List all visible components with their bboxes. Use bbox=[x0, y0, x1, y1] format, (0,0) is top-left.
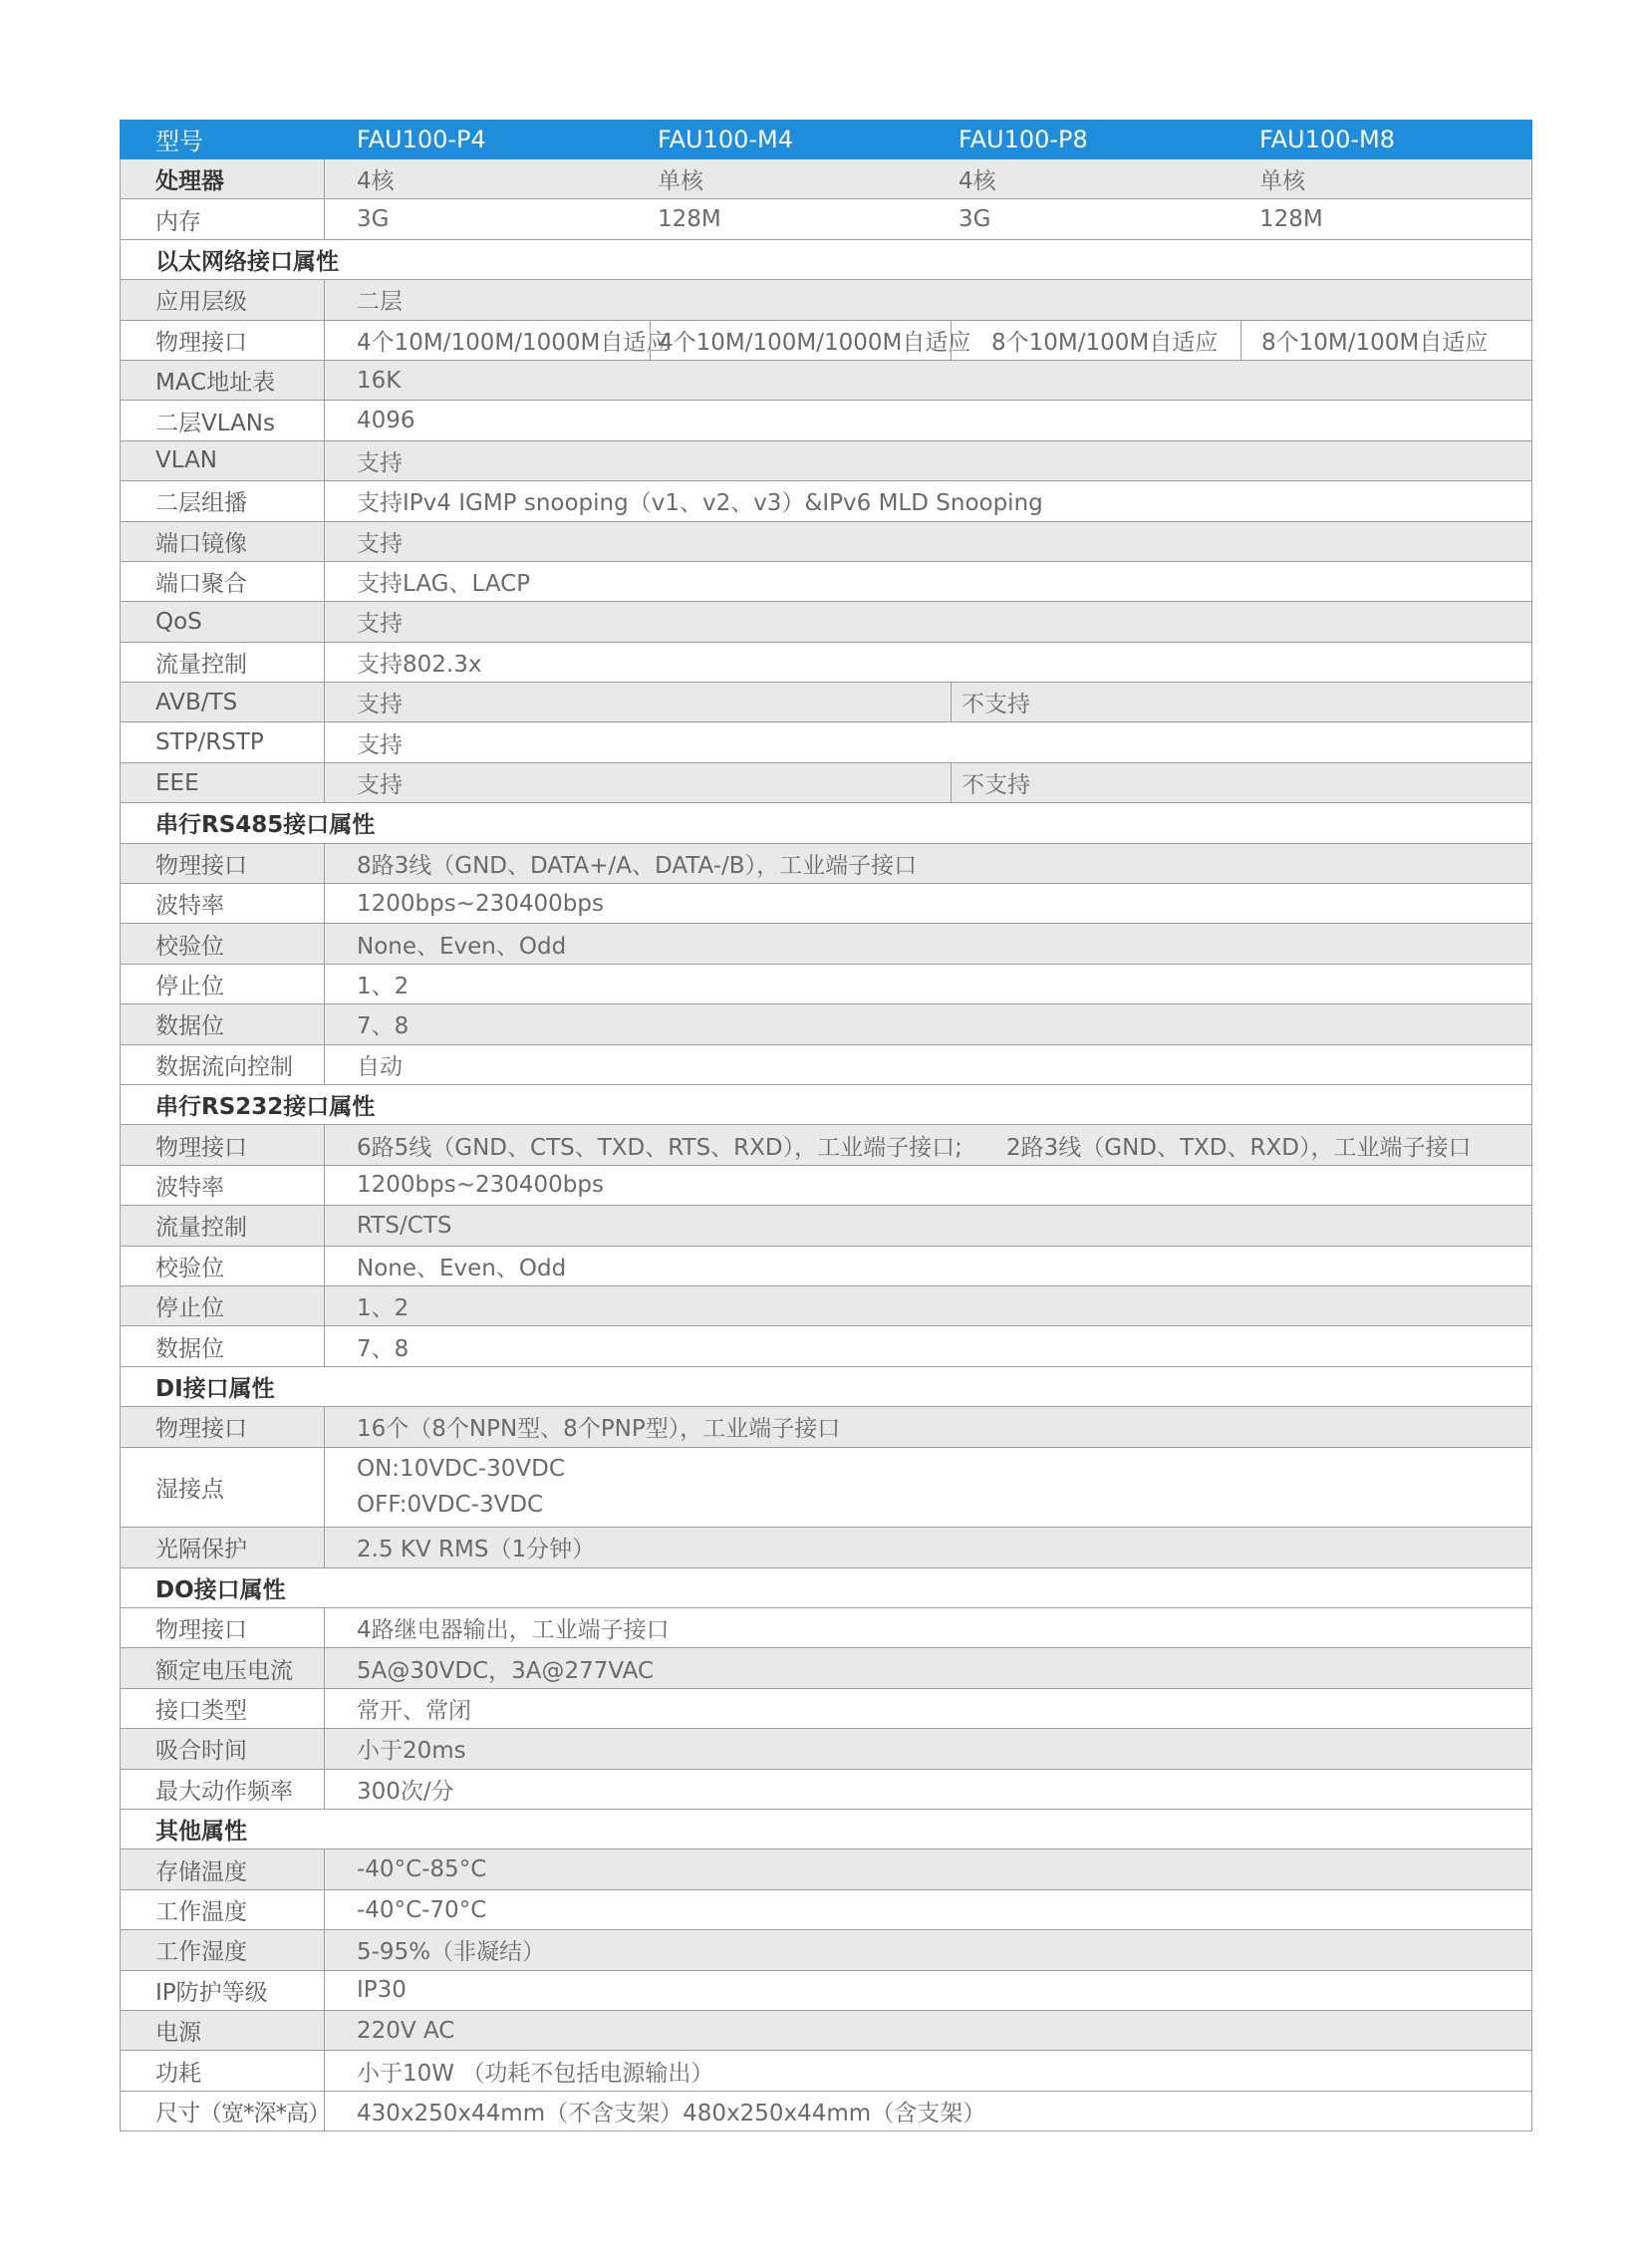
section-heading bbox=[120, 1367, 1532, 1407]
row-value: 7、8 bbox=[357, 1335, 410, 1362]
row-value: 支持 bbox=[357, 692, 403, 718]
row-value: 4096 bbox=[357, 408, 415, 434]
table-row bbox=[120, 2051, 1532, 2091]
row-value: None、Even、Odd bbox=[357, 1255, 567, 1281]
table-row bbox=[120, 884, 1532, 924]
header-model-m8: FAU100-M8 bbox=[1259, 125, 1396, 153]
header-model-m4: FAU100-M4 bbox=[658, 125, 794, 153]
row-value: 16个（8个NPN型、8个PNP型），工业端子接口 bbox=[357, 1416, 841, 1443]
row-label: AVB/TS bbox=[121, 683, 325, 721]
row-value: 8个10M/100M自适应 bbox=[1240, 321, 1488, 360]
header-model-p4: FAU100-P4 bbox=[357, 125, 486, 153]
row-value: 16K bbox=[357, 367, 402, 394]
table-row bbox=[120, 602, 1532, 642]
row-value: 支持 bbox=[357, 772, 403, 799]
table-row bbox=[120, 1045, 1532, 1085]
row-value: 支持 bbox=[357, 611, 403, 638]
row-label: 物理接口 bbox=[121, 1608, 325, 1647]
row-label: 二层组播 bbox=[121, 481, 325, 520]
row-label: 数据流向控制 bbox=[121, 1045, 325, 1084]
table-row bbox=[120, 1528, 1532, 1567]
row-label: 处理器 bbox=[121, 159, 325, 198]
row-label: 额定电压电流 bbox=[121, 1648, 325, 1687]
table-row bbox=[120, 1849, 1532, 1889]
row-label: 流量控制 bbox=[121, 1206, 325, 1245]
row-value: 不支持 bbox=[951, 683, 1030, 721]
row-value: 4个10M/100M/1000M自适应 bbox=[357, 329, 670, 356]
row-value-stack bbox=[325, 1448, 565, 1528]
table-header bbox=[120, 120, 1532, 159]
row-label: 物理接口 bbox=[121, 844, 325, 883]
table-row bbox=[120, 159, 1532, 199]
table-row bbox=[120, 1166, 1532, 1206]
row-label: EEE bbox=[121, 763, 325, 802]
row-value: 支持LAG、LACP bbox=[357, 571, 531, 598]
section-title: 其他属性 bbox=[155, 1819, 247, 1845]
row-value: OFF:0VDC-3VDC bbox=[357, 1492, 544, 1519]
table-row bbox=[120, 2011, 1532, 2051]
row-value: 3G bbox=[357, 206, 390, 233]
row-value: 4个10M/100M/1000M自适应 bbox=[650, 321, 970, 360]
row-value: 4路继电器输出，工业端子接口 bbox=[357, 1617, 670, 1644]
row-value: 128M bbox=[658, 206, 721, 233]
row-value: 自动 bbox=[357, 1053, 403, 1080]
row-value: 1200bps~230400bps bbox=[357, 890, 604, 917]
table-row bbox=[120, 844, 1532, 884]
row-label: 存储温度 bbox=[121, 1849, 325, 1888]
section-title: DI接口属性 bbox=[155, 1375, 275, 1402]
row-label: VLAN bbox=[121, 441, 325, 480]
spec-table bbox=[120, 120, 1532, 2131]
row-label: 数据位 bbox=[121, 1326, 325, 1365]
row-value: 3G bbox=[959, 206, 991, 233]
row-label: 内存 bbox=[121, 199, 325, 238]
row-value: 不支持 bbox=[951, 763, 1030, 802]
row-label: IP防护等级 bbox=[121, 1971, 325, 2010]
section-heading bbox=[120, 1568, 1532, 1608]
row-value: 4核 bbox=[357, 168, 395, 195]
row-value: 2.5 KV RMS（1分钟） bbox=[357, 1537, 596, 1563]
table-row bbox=[120, 1770, 1532, 1810]
row-value: 1、2 bbox=[357, 1295, 410, 1322]
row-value: 支持 bbox=[357, 530, 403, 557]
row-label: STP/RSTP bbox=[121, 722, 325, 761]
row-value: 小于10W （功耗不包括电源输出） bbox=[357, 2060, 714, 2087]
row-value: 6路5线（GND、CTS、TXD、RTS、RXD），工业端子接口; bbox=[357, 1134, 962, 1161]
row-value: 1200bps~230400bps bbox=[357, 1172, 604, 1199]
table-row bbox=[120, 1930, 1532, 1970]
table-row bbox=[120, 562, 1532, 602]
table-row bbox=[120, 441, 1532, 481]
table-row bbox=[120, 481, 1532, 521]
row-label: 二层VLANs bbox=[121, 401, 325, 439]
table-row bbox=[120, 321, 1532, 361]
table-row bbox=[120, 683, 1532, 722]
row-value: 单核 bbox=[1259, 168, 1305, 195]
row-label: 功耗 bbox=[121, 2051, 325, 2090]
table-row bbox=[120, 763, 1532, 803]
row-value: 5A@30VDC，3A@277VAC bbox=[357, 1657, 655, 1684]
table-row bbox=[120, 2092, 1532, 2131]
row-value: 1、2 bbox=[357, 974, 410, 999]
row-value: None、Even、Odd bbox=[357, 933, 567, 960]
row-value: 8个10M/100M自适应 bbox=[951, 321, 1218, 360]
table-row bbox=[120, 199, 1532, 239]
table-row bbox=[120, 401, 1532, 440]
row-value: 430x250x44mm（不含支架）480x250x44mm（含支架） bbox=[357, 2100, 986, 2126]
row-label: 流量控制 bbox=[121, 643, 325, 682]
header-model-p8: FAU100-P8 bbox=[959, 125, 1088, 153]
table-row bbox=[120, 722, 1532, 762]
section-heading bbox=[120, 240, 1532, 280]
row-label: 物理接口 bbox=[121, 321, 325, 360]
row-label: 校验位 bbox=[121, 924, 325, 963]
row-value: 5-95%（非凝结） bbox=[357, 1939, 546, 1966]
row-value: 单核 bbox=[658, 168, 703, 195]
row-label: 物理接口 bbox=[121, 1125, 325, 1164]
table-row bbox=[120, 1206, 1532, 1246]
row-label: 电源 bbox=[121, 2011, 325, 2050]
row-label: 应用层级 bbox=[121, 280, 325, 319]
row-label: 端口聚合 bbox=[121, 562, 325, 601]
row-value: 300次/分 bbox=[357, 1778, 454, 1805]
row-label: 接口类型 bbox=[121, 1689, 325, 1728]
row-label: 停止位 bbox=[121, 965, 325, 1003]
row-label: 工作温度 bbox=[121, 1890, 325, 1929]
table-row bbox=[120, 1326, 1532, 1366]
row-label: 波特率 bbox=[121, 884, 325, 923]
table-row bbox=[120, 522, 1532, 562]
table-row bbox=[120, 1648, 1532, 1688]
row-value: 128M bbox=[1259, 206, 1323, 233]
row-label: 尺寸（宽*深*高） bbox=[121, 2092, 325, 2130]
row-label: MAC地址表 bbox=[121, 361, 325, 400]
section-title: 串行RS232接口属性 bbox=[155, 1094, 376, 1121]
row-value: 支持 bbox=[357, 731, 403, 758]
row-label: 光隔保护 bbox=[121, 1528, 325, 1566]
section-title: 以太网络接口属性 bbox=[155, 248, 339, 275]
row-label: 数据位 bbox=[121, 1004, 325, 1043]
row-label: 最大动作频率 bbox=[121, 1770, 325, 1809]
row-value: -40°C-85°C bbox=[357, 1856, 487, 1883]
table-row bbox=[120, 1407, 1532, 1447]
row-value: ON:10VDC-30VDC bbox=[357, 1456, 565, 1483]
row-value: 支持IPv4 IGMP snooping（v1、v2、v3）&IPv6 MLD Snooping bbox=[357, 490, 1043, 517]
table-row bbox=[120, 1448, 1532, 1529]
table-row bbox=[120, 1689, 1532, 1729]
table-row bbox=[120, 1004, 1532, 1044]
table-row bbox=[120, 1608, 1532, 1648]
table-row bbox=[120, 1890, 1532, 1930]
section-heading bbox=[120, 1810, 1532, 1849]
table-row bbox=[120, 280, 1532, 320]
row-label: 湿接点 bbox=[121, 1448, 325, 1528]
table-row bbox=[120, 1286, 1532, 1326]
row-value: 小于20ms bbox=[357, 1738, 466, 1765]
table-row bbox=[120, 1125, 1532, 1165]
row-label: 端口镜像 bbox=[121, 522, 325, 561]
row-value: RTS/CTS bbox=[357, 1212, 452, 1239]
row-label: 停止位 bbox=[121, 1286, 325, 1325]
row-value: 7、8 bbox=[357, 1013, 410, 1040]
header-model-label: 型号 bbox=[155, 128, 203, 155]
row-label: 吸合时间 bbox=[121, 1729, 325, 1768]
row-label: 工作湿度 bbox=[121, 1930, 325, 1969]
section-heading bbox=[120, 1085, 1532, 1125]
row-value: 4核 bbox=[959, 168, 996, 195]
table-row bbox=[120, 1971, 1532, 2011]
row-value: -40°C-70°C bbox=[357, 1896, 487, 1923]
table-row bbox=[120, 965, 1532, 1004]
table-row bbox=[120, 1729, 1532, 1769]
row-value: 支持802.3x bbox=[357, 651, 482, 678]
row-label: 波特率 bbox=[121, 1166, 325, 1205]
row-value: 二层 bbox=[357, 289, 403, 316]
row-value: IP30 bbox=[357, 1977, 407, 2004]
row-value: 220V AC bbox=[357, 2017, 455, 2044]
table-row bbox=[120, 1247, 1532, 1286]
row-label: 校验位 bbox=[121, 1247, 325, 1285]
row-value: 2路3线（GND、TXD、RXD），工业端子接口 bbox=[1006, 1134, 1472, 1161]
row-value: 8路3线（GND、DATA+/A、DATA-/B），工业端子接口 bbox=[357, 852, 918, 879]
table-row bbox=[120, 361, 1532, 401]
table-row bbox=[120, 924, 1532, 964]
section-heading bbox=[120, 803, 1532, 843]
section-title: 串行RS485接口属性 bbox=[155, 812, 376, 839]
row-value: 常开、常闭 bbox=[357, 1698, 471, 1725]
row-value: 支持 bbox=[357, 449, 403, 476]
section-title: DO接口属性 bbox=[155, 1576, 286, 1603]
row-label: QoS bbox=[121, 602, 325, 641]
row-label: 物理接口 bbox=[121, 1407, 325, 1446]
table-row bbox=[120, 643, 1532, 683]
